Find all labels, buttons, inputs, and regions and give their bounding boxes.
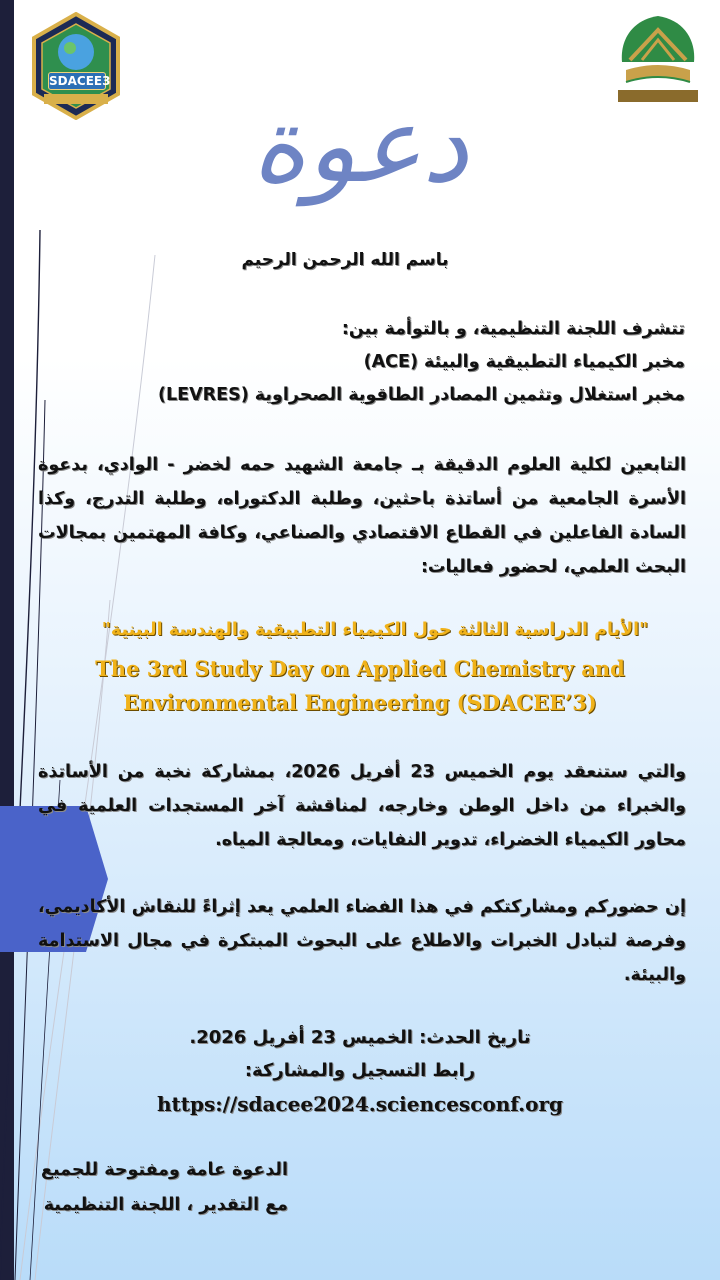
organizers-intro: تتشرف اللجنة التنظيمية، و بالتوأمة بين: — [341, 319, 685, 339]
registration-link[interactable]: https://sdacee2024.sciencesconf.org — [157, 1092, 563, 1116]
event-title-english: The 3rd Study Day on Applied Chemistry and Environmental Engineering (SDACEE’3) — [95, 656, 625, 715]
footer-signature: مع التقدير ، اللجنة التنظيمية — [43, 1195, 288, 1215]
university-logo — [612, 10, 704, 106]
registration-label: رابط التسجيل والمشاركة: — [244, 1060, 476, 1081]
invitation-title: دعوة — [251, 84, 469, 206]
event-date: تاريخ الحدث: الخميس 23 أفريل 2026. — [189, 1027, 531, 1048]
event-date-paragraph: والتي ستنعقد يوم الخميس 23 أفريل 2026، بمشاركة نخبة من الأساتذة والخبراء من داخل الوطن وخارجه، لمناقشة آخر المستجدات العلمية في محاور الكيمياء الخضراء، تدوير النفايات، ومعالجة المياه. — [38, 762, 686, 850]
event-title-arabic: "الأيام الدراسية الثالثة حول الكيمياء التطبيقية والهندسة البينية" — [101, 620, 649, 640]
lab-ace: مخبر الكيمياء التطبيقية والبيئة (ACE) — [363, 352, 685, 372]
sdacee-logo — [30, 12, 122, 120]
lab-levres: مخبر استغلال وتثمين المصادر الطاقوية الصحراوية (LEVRES) — [158, 385, 685, 405]
sdacee-logo-label: SDACEE3 — [49, 74, 111, 88]
invitation-paragraph: التابعين لكلية العلوم الدقيقة بـ جامعة الشهيد حمه لخضر - الوادي، بدعوة الأسرة الجامعية من أساتذة باحثين، وطلبة الدكتوراه، وطلبة التدرج، وكذا السادة الفاعلين في القطاع الاقتصادي والصناعي، وكافة المهتمين بمجالات البحث العلمي، لحضور فعاليات: — [38, 455, 686, 577]
organizers-block — [60, 313, 685, 412]
basmala: باسم الله الرحمن الرحيم — [241, 250, 449, 270]
footer-open-invitation: الدعوة عامة ومفتوحة للجميع — [41, 1160, 288, 1180]
participation-paragraph: إن حضوركم ومشاركتكم في هذا الفضاء العلمي يعد إثراءً للنقاش الأكاديمي، وفرصة لتبادل الخبرات والاطلاع على البحوث المبتكرة في مجال الاستدامة والبيئة. — [38, 897, 686, 985]
